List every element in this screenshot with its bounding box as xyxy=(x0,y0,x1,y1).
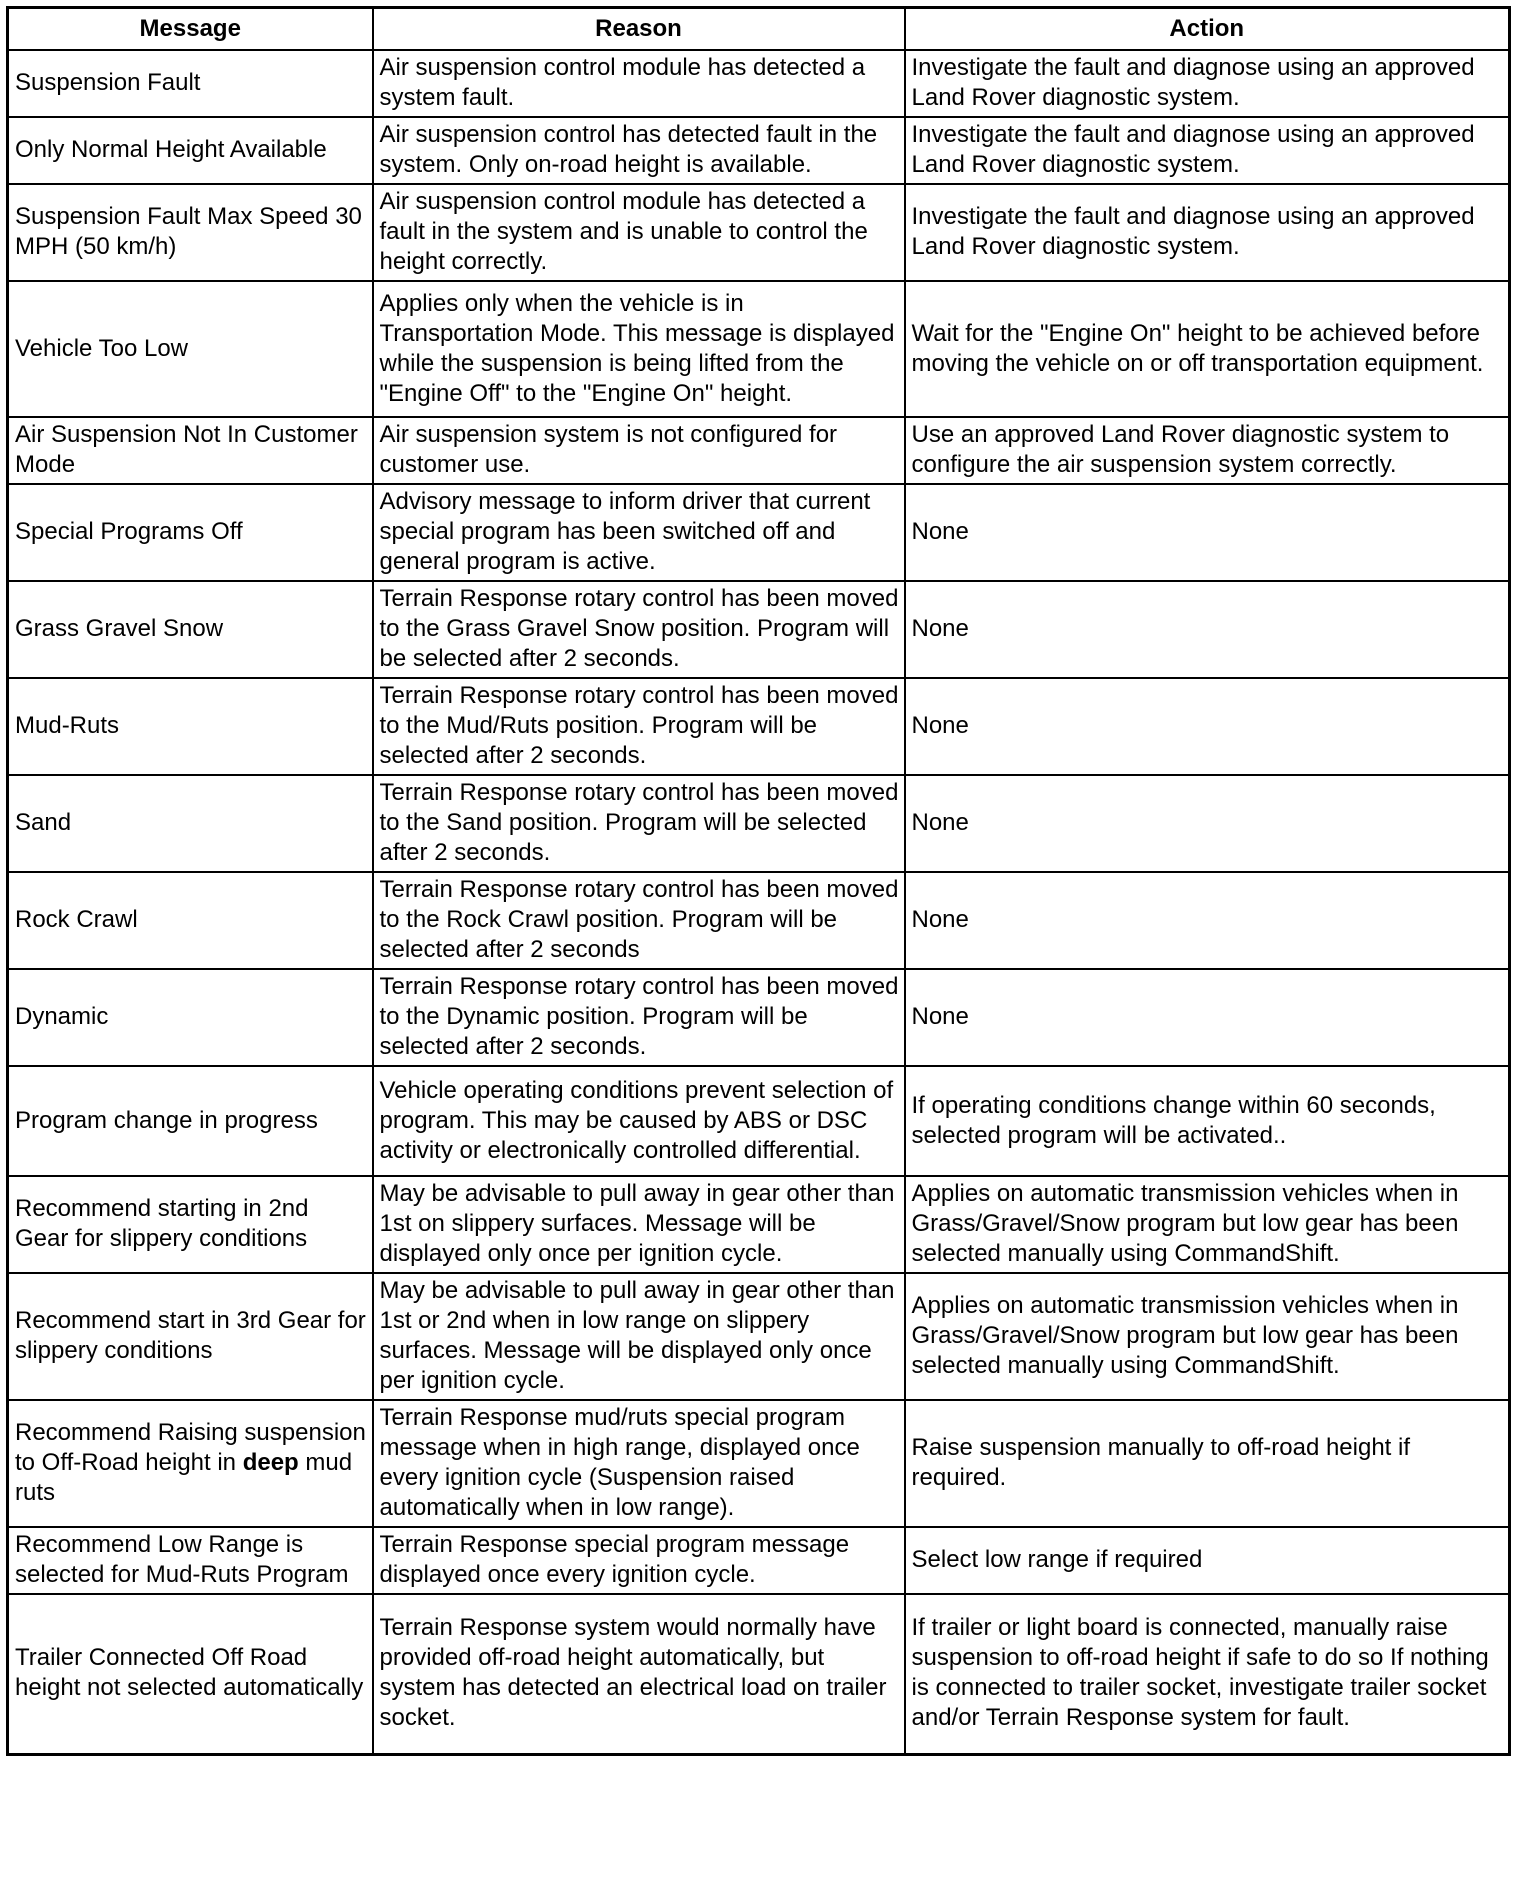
message-cell: Recommend Low Range is selected for Mud-Ruts Program xyxy=(8,1527,373,1594)
reason-cell: Air suspension system is not configured for customer use. xyxy=(373,417,905,484)
action-cell: None xyxy=(905,484,1510,581)
message-cell: Vehicle Too Low xyxy=(8,281,373,417)
action-cell: Investigate the fault and diagnose using an approved Land Rover diagnostic system. xyxy=(905,50,1510,117)
reason-cell: Terrain Response mud/ruts special program message when in high range, displayed once every ignition cycle (Suspension raised automatically when in low range). xyxy=(373,1400,905,1527)
action-cell: Use an approved Land Rover diagnostic system to configure the air suspension system correctly. xyxy=(905,417,1510,484)
table-row xyxy=(8,50,1510,117)
action-cell: Investigate the fault and diagnose using an approved Land Rover diagnostic system. xyxy=(905,184,1510,281)
action-cell: Raise suspension manually to off-road height if required. xyxy=(905,1400,1510,1527)
message-bold-word: deep xyxy=(242,1449,299,1476)
action-cell: None xyxy=(905,872,1510,969)
table-row xyxy=(8,484,1510,581)
message-cell: Grass Gravel Snow xyxy=(8,581,373,678)
table-row xyxy=(8,1400,1510,1527)
reason-cell: May be advisable to pull away in gear other than 1st on slippery surfaces. Message will be displayed only once per ignition cycle. xyxy=(373,1176,905,1273)
reason-cell: Terrain Response rotary control has been moved to the Grass Gravel Snow position. Program will be selected after 2 seconds. xyxy=(373,581,905,678)
table-row xyxy=(8,117,1510,184)
reason-cell: Applies only when the vehicle is in Transportation Mode. This message is displayed while the suspension is being lifted from the "Engine Off" to the "Engine On" height. xyxy=(373,281,905,417)
action-cell: None xyxy=(905,775,1510,872)
message-cell: Suspension Fault Max Speed 30 MPH (50 km/h) xyxy=(8,184,373,281)
message-text-part: mud ruts xyxy=(15,1449,353,1506)
reason-cell: Vehicle operating conditions prevent selection of program. This may be caused by ABS or DSC activity or electronically controlled differential. xyxy=(373,1066,905,1176)
table-row xyxy=(8,281,1510,417)
table-row xyxy=(8,775,1510,872)
message-cell: Rock Crawl xyxy=(8,872,373,969)
table-row xyxy=(8,1176,1510,1273)
message-table-container xyxy=(6,6,1508,1756)
message-cell: Only Normal Height Available xyxy=(8,117,373,184)
table-row xyxy=(8,184,1510,281)
message-cell: Suspension Fault xyxy=(8,50,373,117)
message-cell: Recommend starting in 2nd Gear for slippery conditions xyxy=(8,1176,373,1273)
table-row xyxy=(8,1273,1510,1400)
reason-cell: Advisory message to inform driver that current special program has been switched off and general program is active. xyxy=(373,484,905,581)
action-cell: None xyxy=(905,969,1510,1066)
reason-cell: May be advisable to pull away in gear other than 1st or 2nd when in low range on slippery surfaces. Message will be displayed only once per ignition cycle. xyxy=(373,1273,905,1400)
reason-cell: Terrain Response system would normally have provided off-road height automatically, but system has detected an electrical load on trailer socket. xyxy=(373,1594,905,1754)
reason-cell: Terrain Response rotary control has been moved to the Sand position. Program will be selected after 2 seconds. xyxy=(373,775,905,872)
message-table xyxy=(6,6,1511,1756)
table-row xyxy=(8,678,1510,775)
action-cell: Wait for the "Engine On" height to be achieved before moving the vehicle on or off transportation equipment. xyxy=(905,281,1510,417)
column-header-message: Message xyxy=(8,8,373,51)
action-cell: None xyxy=(905,678,1510,775)
message-cell: Recommend start in 3rd Gear for slippery conditions xyxy=(8,1273,373,1400)
table-row xyxy=(8,1066,1510,1176)
column-header-action: Action xyxy=(905,8,1510,51)
message-cell: Trailer Connected Off Road height not selected automatically xyxy=(8,1594,373,1754)
message-text-part: Recommend Raising suspension to Off-Road height in xyxy=(15,1419,366,1476)
table-row xyxy=(8,417,1510,484)
table-row xyxy=(8,1594,1510,1754)
table-row xyxy=(8,581,1510,678)
table-row xyxy=(8,1527,1510,1594)
action-cell: Investigate the fault and diagnose using an approved Land Rover diagnostic system. xyxy=(905,117,1510,184)
message-cell xyxy=(8,1400,373,1527)
action-cell: If trailer or light board is connected, manually raise suspension to off-road height if safe to do so If nothing is connected to trailer socket, investigate trailer socket and/or Terrain Response system for fault. xyxy=(905,1594,1510,1754)
reason-cell: Terrain Response rotary control has been moved to the Dynamic position. Program will be selected after 2 seconds. xyxy=(373,969,905,1066)
message-cell: Mud-Ruts xyxy=(8,678,373,775)
reason-cell: Air suspension control module has detected a fault in the system and is unable to control the height correctly. xyxy=(373,184,905,281)
reason-cell: Terrain Response rotary control has been moved to the Mud/Ruts position. Program will be selected after 2 seconds. xyxy=(373,678,905,775)
table-row xyxy=(8,872,1510,969)
action-cell: None xyxy=(905,581,1510,678)
reason-cell: Terrain Response special program message displayed once every ignition cycle. xyxy=(373,1527,905,1594)
reason-cell: Terrain Response rotary control has been moved to the Rock Crawl position. Program will be selected after 2 seconds xyxy=(373,872,905,969)
table-header-row xyxy=(8,8,1510,51)
message-cell: Program change in progress xyxy=(8,1066,373,1176)
message-cell: Dynamic xyxy=(8,969,373,1066)
column-header-reason: Reason xyxy=(373,8,905,51)
message-cell: Sand xyxy=(8,775,373,872)
table-row xyxy=(8,969,1510,1066)
reason-cell: Air suspension control module has detected a system fault. xyxy=(373,50,905,117)
action-cell: Applies on automatic transmission vehicles when in Grass/Gravel/Snow program but low gear has been selected manually using CommandShift. xyxy=(905,1176,1510,1273)
action-cell: Applies on automatic transmission vehicles when in Grass/Gravel/Snow program but low gear has been selected manually using CommandShift. xyxy=(905,1273,1510,1400)
action-cell: Select low range if required xyxy=(905,1527,1510,1594)
message-cell: Air Suspension Not In Customer Mode xyxy=(8,417,373,484)
action-cell: If operating conditions change within 60 seconds, selected program will be activated.. xyxy=(905,1066,1510,1176)
message-cell: Special Programs Off xyxy=(8,484,373,581)
reason-cell: Air suspension control has detected fault in the system. Only on-road height is available. xyxy=(373,117,905,184)
